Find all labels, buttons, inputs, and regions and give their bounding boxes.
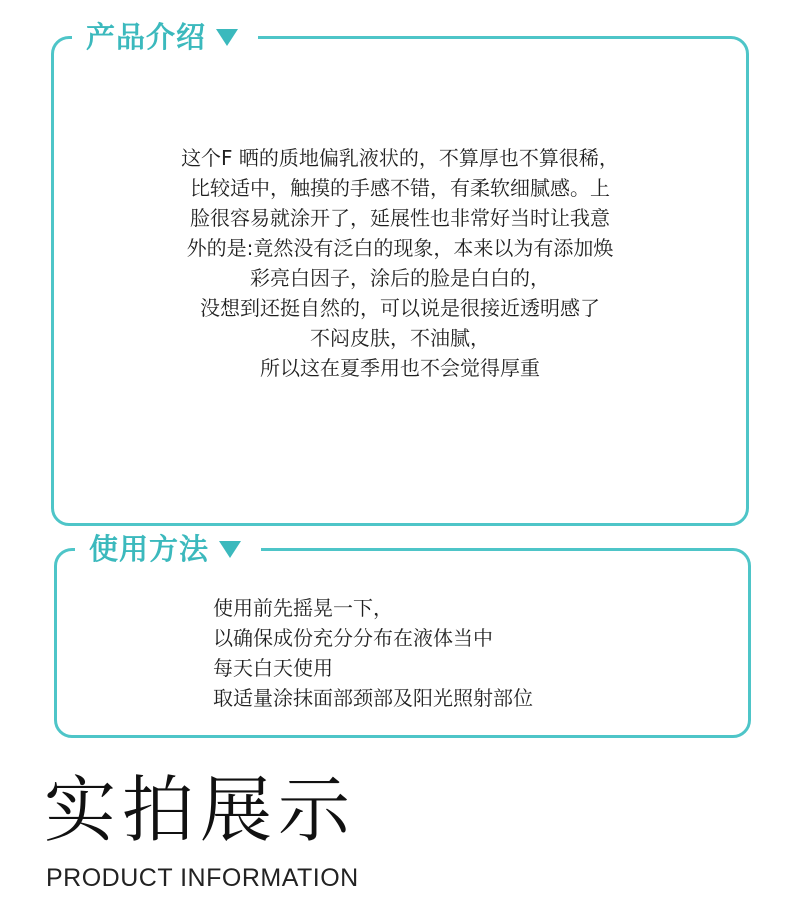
- showcase-subtitle: PRODUCT INFORMATION: [46, 864, 359, 892]
- usage-line: 取适量涂抹面部颈部及阳光照射部位: [213, 686, 533, 710]
- product-intro-header: [72, 15, 258, 59]
- intro-line: 比较适中，触摸的手感不错，有柔软细腻感。上: [190, 176, 610, 200]
- usage-panel: [54, 531, 751, 738]
- usage-line: 使用前先摇晃一下，: [213, 596, 393, 620]
- intro-line: 没想到还挺自然的，可以说是很接近透明感了: [200, 296, 600, 320]
- intro-line: 彩亮白因子，涂后的脸是白白的，: [250, 266, 550, 290]
- usage-text: [213, 593, 533, 713]
- intro-line: 外的是:竟然没有泛白的现象，本来以为有添加焕: [186, 236, 614, 260]
- product-intro-panel: [51, 19, 749, 526]
- usage-header: [75, 527, 261, 571]
- intro-line: 不闷皮肤，不油腻，: [310, 326, 490, 350]
- usage-line: 每天白天使用: [213, 656, 333, 680]
- usage-line: 以确保成份充分分布在液体当中: [213, 626, 493, 650]
- product-intro-text: [54, 143, 746, 383]
- product-intro-title: 产品介绍: [86, 19, 207, 54]
- usage-title: 使用方法: [89, 531, 210, 566]
- intro-line: 这个F 晒的质地偏乳液状的，不算厚也不算很稀，: [181, 146, 619, 170]
- intro-line: 脸很容易就涂开了，延展性也非常好当时让我意: [190, 206, 610, 230]
- triangle-down-icon: [216, 29, 238, 46]
- showcase-title: 实拍展示: [44, 768, 357, 852]
- triangle-down-icon: [219, 541, 241, 558]
- intro-line: 所以这在夏季用也不会觉得厚重: [260, 356, 540, 380]
